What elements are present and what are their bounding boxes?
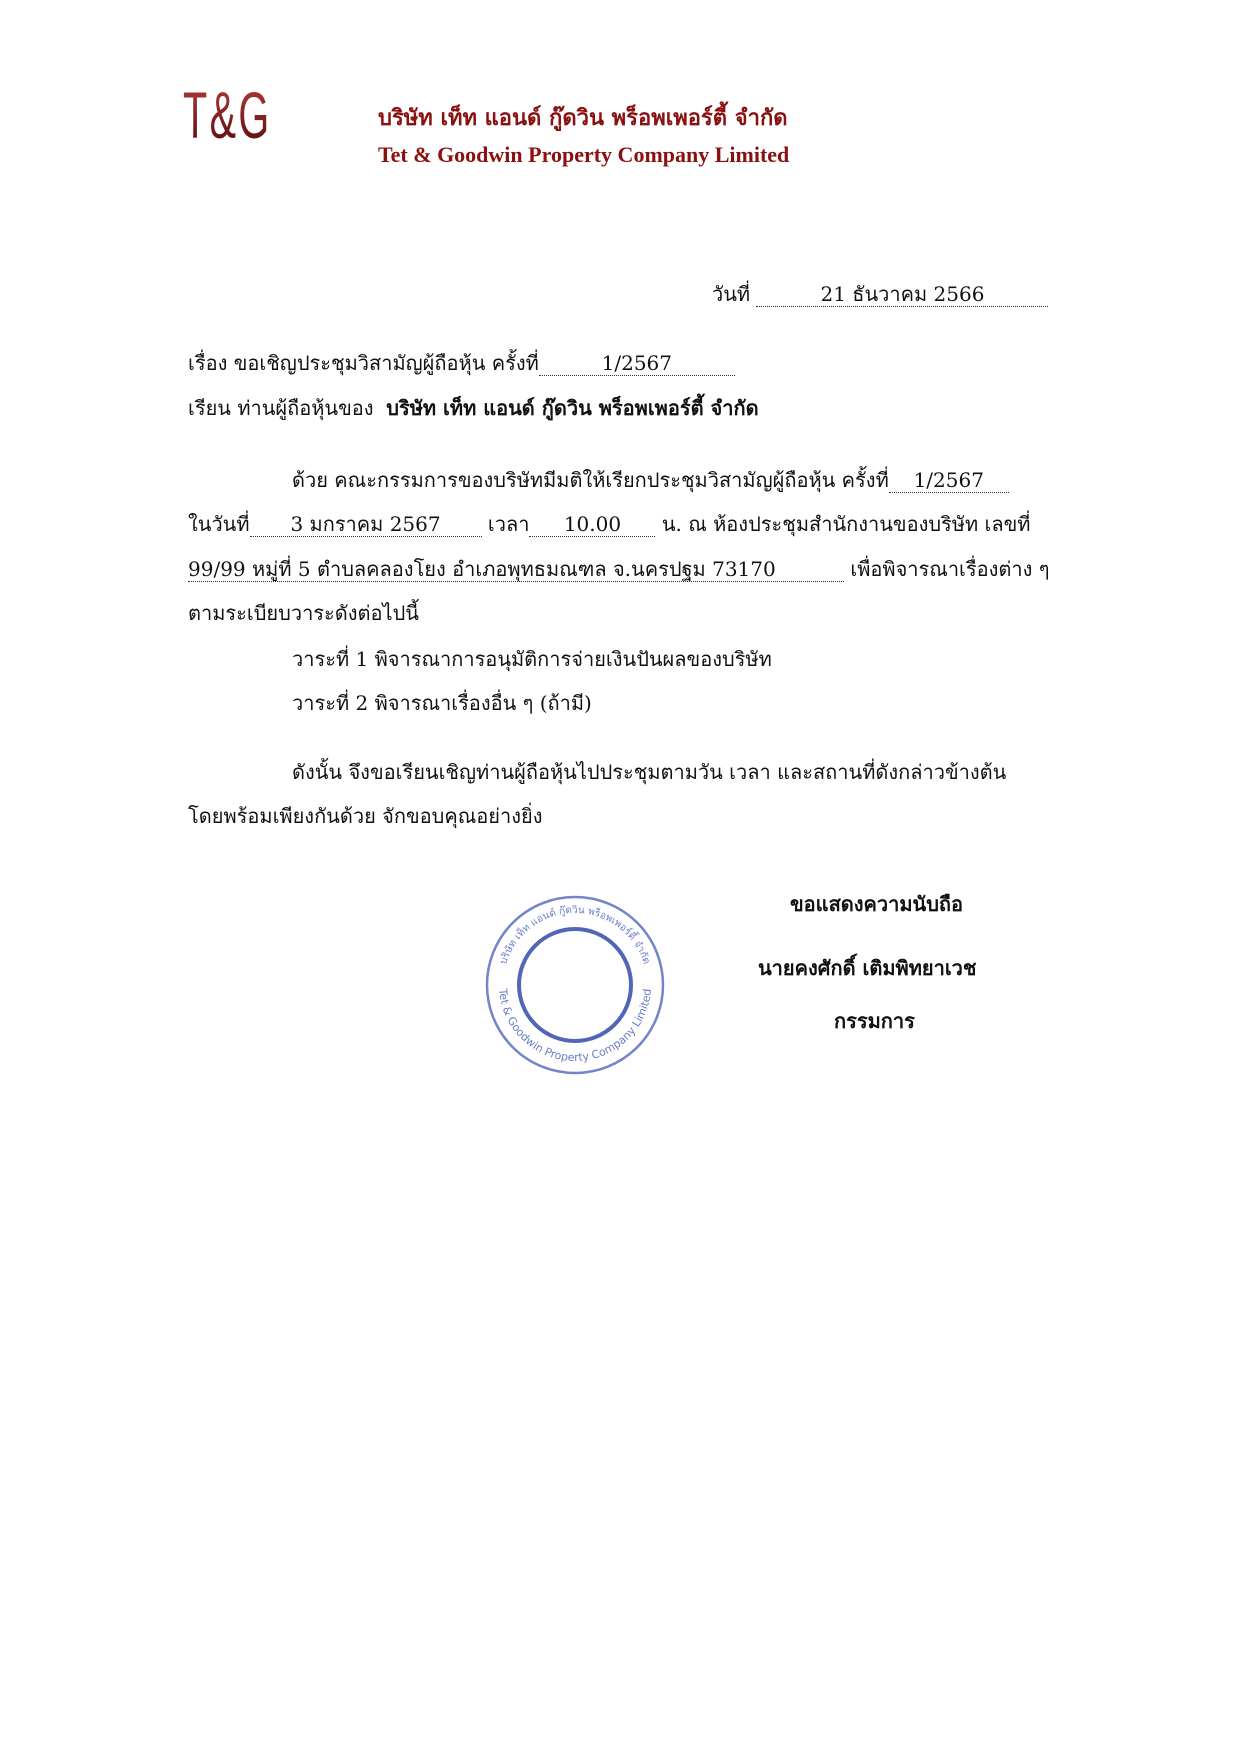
p1-l1-value: 1/2567 [889,468,1009,493]
recipient-label: เรียน ท่านผู้ถือหุ้นของ [188,396,374,420]
body-p2-line2: โดยพร้อมเพียงกันด้วย จักขอบคุณอย่างยิ่ง [188,804,543,828]
recipient-line [188,394,759,422]
p1-l2-suffix: น. ณ ห้องประชุมสำนักงานของบริษัท เลขที่ [661,512,1031,536]
p1-l3-address: 99/99 หมู่ที่ 5 ตำบลคลองโยง อำเภอพุทธมณฑล จ.นครปฐม 73170 [188,557,844,582]
body-p1-line1 [292,466,1009,494]
body-p1-line3 [188,555,1050,583]
company-seal-stamp [475,889,675,1079]
date-value: 21 ธันวาคม 2566 [756,282,1048,307]
agenda-item-2: วาระที่ 2 พิจารณาเรื่องอื่น ๆ (ถ้ามี) [292,691,592,715]
subject-value: 1/2567 [539,351,735,376]
p1-l1-text: ด้วย คณะกรรมการของบริษัทมีมติให้เรียกประชุมวิสามัญผู้ถือหุ้น ครั้งที่ [292,468,889,492]
p1-l2-prefix: ในวันที่ [188,512,250,536]
p1-l3-suffix: เพื่อพิจารณาเรื่องต่าง ๆ [850,557,1050,581]
signer-name: นายคงศักดิ์ เติมพิทยาเวช [758,956,977,980]
closing-text: ขอแสดงความนับถือ [790,892,964,916]
stamp-text-top: บริษัท เท็ท แอนด์ กู๊ดวิน พร็อพเพอร์ตี้ จำกัด [498,904,652,966]
body-p1-line4: ตามระเบียบวาระดังต่อไปนี้ [188,601,419,625]
subject-line [188,349,735,377]
subject-label: เรื่อง ขอเชิญประชุมวิสามัญผู้ถือหุ้น ครั้งที่ [188,351,539,375]
svg-text:บริษัท เท็ท แอนด์ กู๊ดวิน พร็อ [498,905,652,966]
p1-l2-date: 3 มกราคม 2567 [250,512,482,537]
stamp-text-bottom: Tet & Goodwin Property Company Limited [496,988,654,1065]
body-p2-line1: ดังนั้น จึงขอเรียนเชิญท่านผู้ถือหุ้นไปประชุมตามวัน เวลา และสถานที่ดังกล่าวข้างต้น [292,760,1007,784]
p1-l2-time-label: เวลา [487,512,530,536]
company-name-thai: บริษัท เท็ท แอนด์ กู๊ดวิน พร็อพเพอร์ตี้ จำกัด [378,105,788,131]
p1-l2-time: 10.00 [529,512,655,537]
date-label: วันที่ [712,282,751,306]
date-line [712,280,1048,308]
recipient-company: บริษัท เท็ท แอนด์ กู๊ดวิน พร็อพเพอร์ตี้ จำกัด [386,396,759,420]
agenda-item-1: วาระที่ 1 พิจารณาการอนุมัติการจ่ายเงินปันผลของบริษัท [292,647,772,671]
company-name-english: Tet & Goodwin Property Company Limited [378,142,790,167]
signer-position: กรรมการ [834,1009,915,1033]
company-logo: T&G [183,78,272,152]
body-p1-line2 [188,510,1030,538]
